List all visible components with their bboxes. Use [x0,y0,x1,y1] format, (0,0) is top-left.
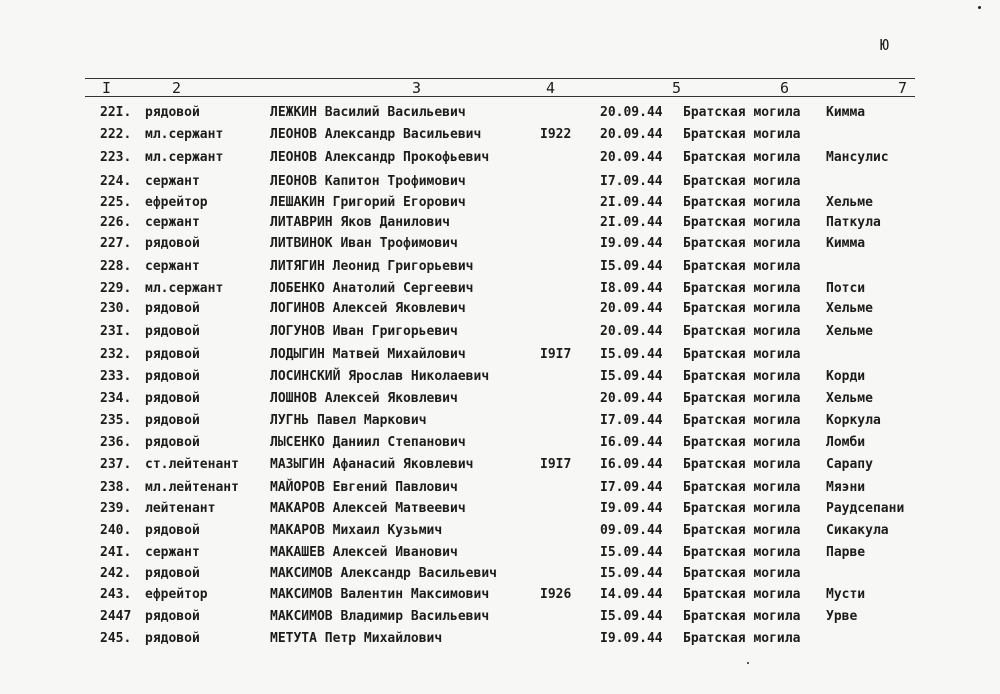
full-name: ЛЫСЕНКО Даниил Степанович [270,435,466,450]
military-rank: лейтенант [145,501,216,516]
death-date: I5.09.44 [600,369,663,384]
military-rank: рядовой [145,105,200,120]
full-name: МАКСИМОВ Валентин Максимович [270,587,490,602]
table-row [0,410,1000,431]
table-row [0,477,1000,498]
death-date: 20.09.44 [600,324,663,339]
military-rank: рядовой [145,369,200,384]
military-rank: рядовой [145,236,200,251]
table-row [0,171,1000,192]
death-date: I5.09.44 [600,566,663,581]
entry-number: 232. [100,347,132,362]
full-name: ЛИТАВРИН Яков Данилович [270,215,451,230]
full-name: МАЗЫГИН Афанасий Яковлевич [270,457,474,472]
table-row [0,298,1000,319]
table-row [0,124,1000,145]
table-row [0,278,1000,299]
entry-number: 236. [100,435,132,450]
burial-place: Кимма [826,236,866,251]
entry-number: 237. [100,457,132,472]
table-row [0,454,1000,475]
entry-number: 240. [100,523,132,538]
table-row [0,366,1000,387]
death-date: I9.09.44 [600,631,663,646]
table-row [0,628,1000,649]
death-date: I7.09.44 [600,480,663,495]
burial-place: Раудсепани [826,501,905,516]
death-date: 20.09.44 [600,127,663,142]
death-date: 2I.09.44 [600,215,663,230]
death-date: I8.09.44 [600,281,663,296]
burial-type: Братская могила [683,195,801,210]
death-date: I6.09.44 [600,457,663,472]
military-rank: рядовой [145,347,200,362]
military-rank: рядовой [145,413,200,428]
burial-place: Парве [826,545,866,560]
military-rank: рядовой [145,301,200,316]
military-rank: сержант [145,174,200,189]
burial-place: Паткула [826,215,881,230]
military-rank: рядовой [145,523,200,538]
burial-type: Братская могила [683,215,801,230]
table-row [0,233,1000,254]
military-rank: рядовой [145,324,200,339]
full-name: ЛОСИНСКИЙ Ярослав Николаевич [270,369,490,384]
burial-type: Братская могила [683,347,801,362]
table-row [0,563,1000,584]
birth-year: I926 [540,587,572,602]
burial-type: Братская могила [683,174,801,189]
burial-type: Братская могила [683,566,801,581]
burial-place: Мяэни [826,480,866,495]
military-rank: мл.лейтенант [145,480,239,495]
burial-type: Братская могила [683,631,801,646]
column-header-7: 7 [898,79,908,97]
birth-year: I9I7 [540,457,572,472]
death-date: 09.09.44 [600,523,663,538]
military-rank: сержант [145,259,200,274]
entry-number: 242. [100,566,132,581]
death-date: I7.09.44 [600,413,663,428]
burial-type: Братская могила [683,609,801,624]
table-row [0,147,1000,168]
full-name: МАКАРОВ Алексей Матвеевич [270,501,466,516]
column-header-5: 5 [672,79,682,97]
burial-type: Братская могила [683,435,801,450]
full-name: МАЙОРОВ Евгений Павлович [270,480,458,495]
full-name: МАКСИМОВ Александр Васильевич [270,566,497,581]
full-name: ЛОГИНОВ Алексей Яковлевич [270,301,466,316]
death-date: I5.09.44 [600,609,663,624]
military-rank: рядовой [145,631,200,646]
entry-number: 229. [100,281,132,296]
entry-number: 24I. [100,545,132,560]
burial-type: Братская могила [683,413,801,428]
full-name: ЛУГНЬ Павел Маркович [270,413,427,428]
full-name: МАКАШЕВ Алексей Иванович [270,545,458,560]
entry-number: 239. [100,501,132,516]
full-name: ЛОДЫГИН Матвей Михайлович [270,347,466,362]
birth-year: I9I7 [540,347,572,362]
table-row [0,542,1000,563]
entry-number: 235. [100,413,132,428]
death-date: I4.09.44 [600,587,663,602]
full-name: ЛОШНОВ Алексей Яковлевич [270,391,458,406]
burial-place: Коркула [826,413,881,428]
full-name: ЛОГУНОВ Иван Григорьевич [270,324,458,339]
burial-type: Братская могила [683,391,801,406]
entry-number: 233. [100,369,132,384]
military-rank: рядовой [145,609,200,624]
entry-number: 23I. [100,324,132,339]
burial-place: Корди [826,369,866,384]
entry-number: 230. [100,301,132,316]
scan-speck [747,662,749,664]
burial-type: Братская могила [683,236,801,251]
death-date: 20.09.44 [600,391,663,406]
full-name: МАКСИМОВ Владимир Васильевич [270,609,490,624]
burial-type: Братская могила [683,369,801,384]
entry-number: 222. [100,127,132,142]
death-date: I5.09.44 [600,545,663,560]
burial-place: Хельме [826,195,873,210]
full-name: ЛЕОНОВ Александр Васильевич [270,127,482,142]
table-row [0,102,1000,123]
table-row [0,606,1000,627]
death-date: I6.09.44 [600,435,663,450]
birth-year: I922 [540,127,572,142]
column-header-2: 2 [172,79,182,97]
column-header-3: 3 [412,79,422,97]
military-rank: рядовой [145,435,200,450]
military-rank: сержант [145,215,200,230]
full-name: МЕТУТА Петр Михайлович [270,631,443,646]
death-date: 20.09.44 [600,150,663,165]
full-name: ЛОБЕНКО Анатолий Сергеевич [270,281,474,296]
entry-number: 227. [100,236,132,251]
burial-place: Мансулис [826,150,889,165]
table-row [0,584,1000,605]
full-name: МАКАРОВ Михаил Кузьмич [270,523,443,538]
military-rank: рядовой [145,566,200,581]
burial-place: Потси [826,281,866,296]
full-name: ЛЕШАКИН Григорий Егорович [270,195,466,210]
death-date: I9.09.44 [600,501,663,516]
burial-type: Братская могила [683,324,801,339]
table-row [0,498,1000,519]
entry-number: 228. [100,259,132,274]
burial-place: Сарапу [826,457,873,472]
burial-type: Братская могила [683,259,801,274]
page-number: Ю [880,36,891,54]
military-rank: ефрейтор [145,587,208,602]
burial-type: Братская могила [683,105,801,120]
entry-number: 224. [100,174,132,189]
death-date: I9.09.44 [600,236,663,251]
death-date: 2I.09.44 [600,195,663,210]
table-row [0,520,1000,541]
burial-place: Мусти [826,587,866,602]
entry-number: 225. [100,195,132,210]
entry-number: 238. [100,480,132,495]
burial-place: Сикакула [826,523,889,538]
table-row [0,212,1000,233]
burial-type: Братская могила [683,127,801,142]
entry-number: 223. [100,150,132,165]
military-rank: мл.сержант [145,127,224,142]
military-rank: ст.лейтенант [145,457,239,472]
full-name: ЛЕЖКИН Василий Васильевич [270,105,466,120]
death-date: 20.09.44 [600,105,663,120]
burial-place: Ломби [826,435,866,450]
column-header-1: I [102,79,112,97]
full-name: ЛИТЯГИН Леонид Григорьевич [270,259,474,274]
burial-type: Братская могила [683,281,801,296]
table-row [0,388,1000,409]
entry-number: 245. [100,631,132,646]
burial-type: Братская могила [683,545,801,560]
burial-type: Братская могила [683,587,801,602]
burial-place: Урве [826,609,858,624]
entry-number: 226. [100,215,132,230]
military-rank: мл.сержант [145,281,224,296]
table-row [0,256,1000,277]
full-name: ЛИТВИНОК Иван Трофимович [270,236,458,251]
death-date: I5.09.44 [600,347,663,362]
burial-place: Хельме [826,301,873,316]
table-row [0,192,1000,213]
burial-place: Хельме [826,324,873,339]
death-date: I5.09.44 [600,259,663,274]
burial-type: Братская могила [683,457,801,472]
entry-number: 234. [100,391,132,406]
table-row [0,432,1000,453]
table-header [0,78,1000,98]
table-header-bottom-rule [85,96,915,97]
military-rank: мл.сержант [145,150,224,165]
column-header-6: 6 [780,79,790,97]
column-header-4: 4 [546,79,556,97]
military-rank: сержант [145,545,200,560]
entry-number: 243. [100,587,132,602]
burial-type: Братская могила [683,480,801,495]
burial-type: Братская могила [683,150,801,165]
death-date: 20.09.44 [600,301,663,316]
burial-type: Братская могила [683,501,801,516]
table-row [0,321,1000,342]
burial-type: Братская могила [683,301,801,316]
entry-number: 2447 [100,609,132,624]
full-name: ЛЕОНОВ Александр Прокофьевич [270,150,490,165]
burial-place: Хельме [826,391,873,406]
burial-type: Братская могила [683,523,801,538]
entry-number: 22I. [100,105,132,120]
scan-speck [978,6,981,9]
military-rank: ефрейтор [145,195,208,210]
burial-place: Кимма [826,105,866,120]
full-name: ЛЕОНОВ Капитон Трофимович [270,174,466,189]
death-date: I7.09.44 [600,174,663,189]
military-rank: рядовой [145,391,200,406]
table-row [0,344,1000,365]
